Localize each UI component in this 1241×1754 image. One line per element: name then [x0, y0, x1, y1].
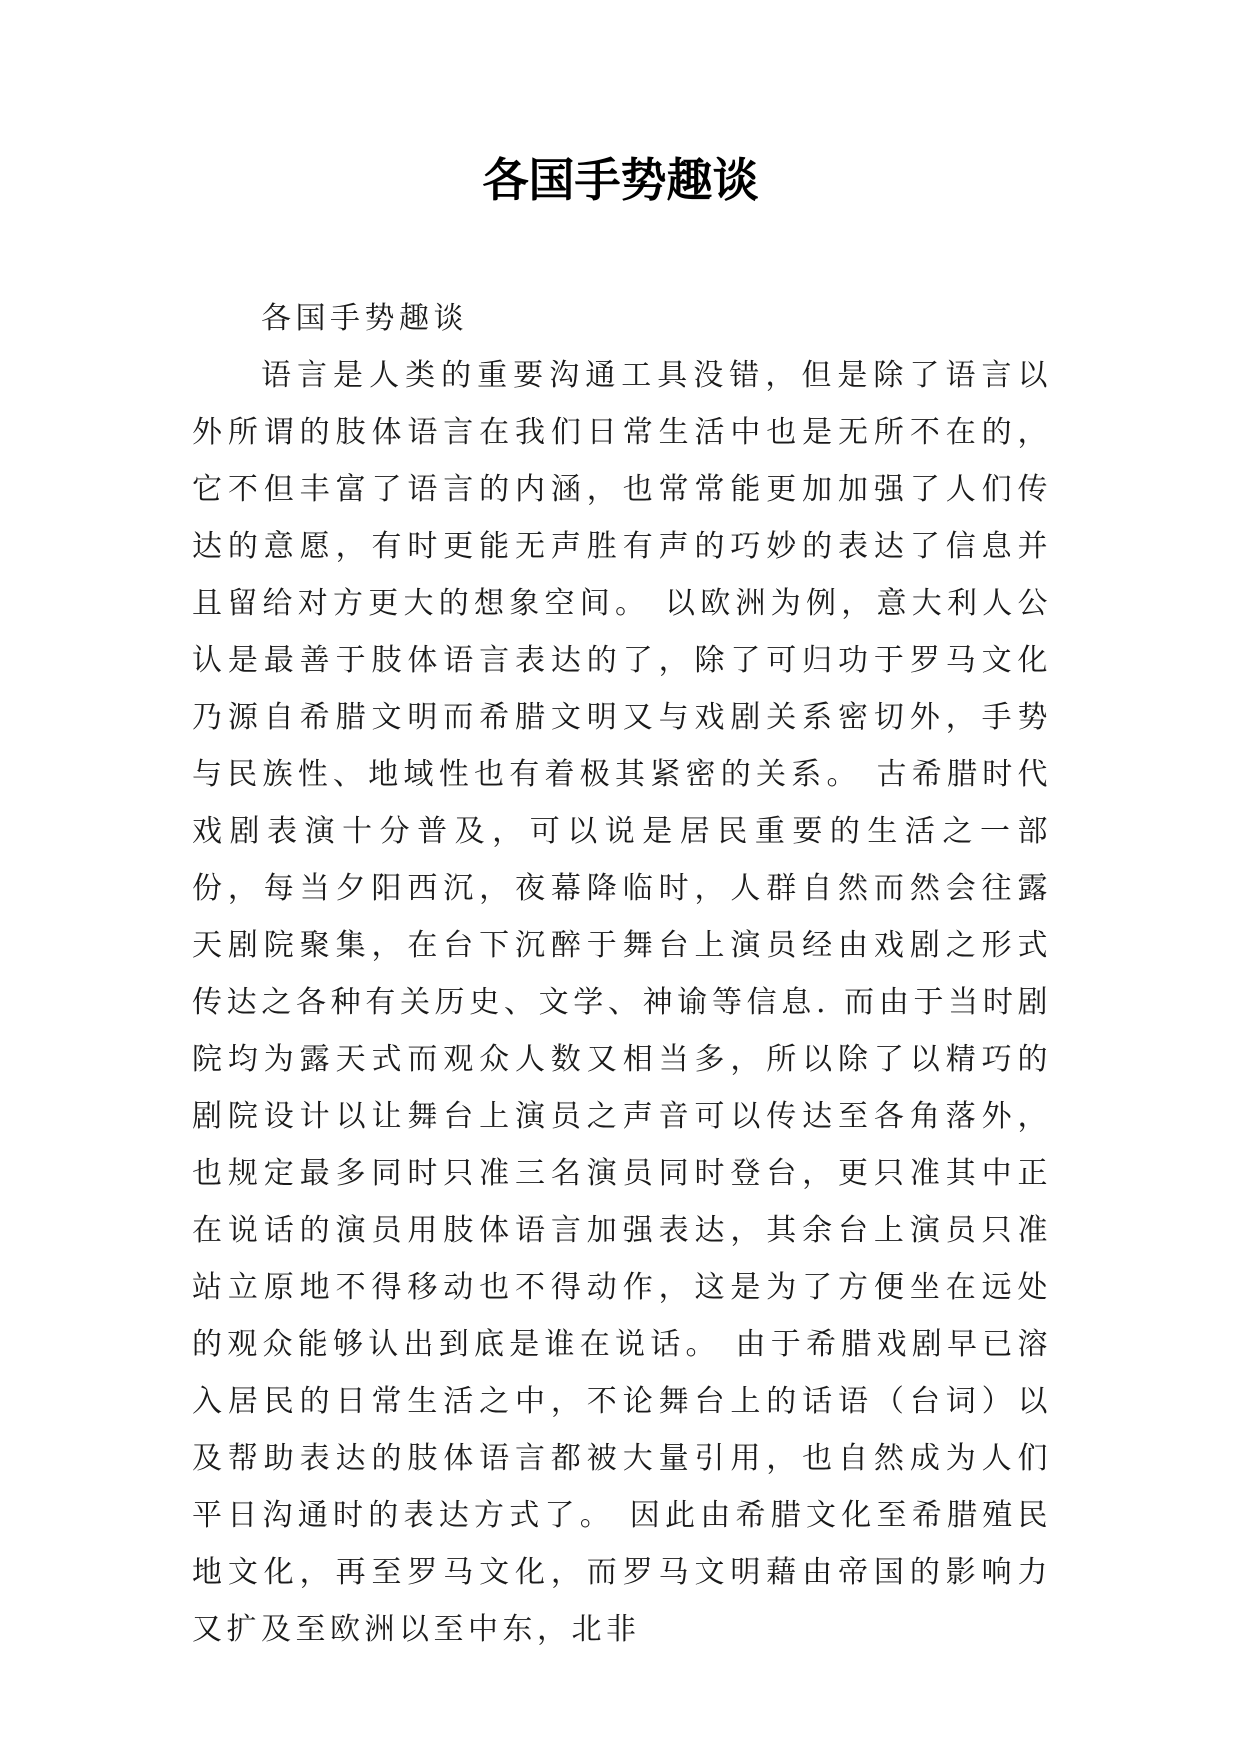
document-body — [192, 290, 1052, 1658]
paragraph-subtitle: 各国手势趣谈 — [261, 301, 468, 336]
document-title: 各国手势趣谈 — [482, 153, 759, 207]
paragraph-main: 语言是人类的重要沟通工具没错，但是除了语言以外所谓的肢体语言在我们日常生活中也是无所不在的，它不但丰富了语言的内涵，也常常能更加加强了人们传达的意愿，有时更能无声胜有声的巧妙的表达了信息并且留给对方更大的想象空间。 以欧洲为例，意大利人公认是最善于肢体语言表达的了，除了可归功于罗马文化乃源自希腊文明而希腊文明又与戏剧关系密切外，手势与民族性、地域性也有着极其紧密的关系。 古希腊时代戏剧表演十分普及，可以说是居民重要的生活之一部份，每当夕阳西沉，夜幕降临时，人群自然而然会往露天剧院聚集，在台下沉醉于舞台上演员经由戏剧之形式传达之各种有关历史、文学、神谕等信息. 而由于当时剧院均为露天式而观众人数又相当多，所以除了以精巧的剧院设计以让舞台上演员之声音可以传达至各角落外，也规定最多同时只准三名演员同时登台，更只准其中正在说话的演员用肢体语言加强表达，其余台上演员只准站立原地不得移动也不得动作，这是为了方便坐在远处的观众能够认出到底是谁在说话。 由于希腊戏剧早已溶入居民的日常生活之中，不论舞台上的话语（台词）以及帮助表达的肢体语言都被大量引用，也自然成为人们平日沟通时的表达方式了。 因此由希腊文化至希腊殖民地文化，再至罗马文化，而罗马文明藉由帝国的影响力又扩及至欧洲以至中东，北非 — [192, 358, 1052, 1647]
